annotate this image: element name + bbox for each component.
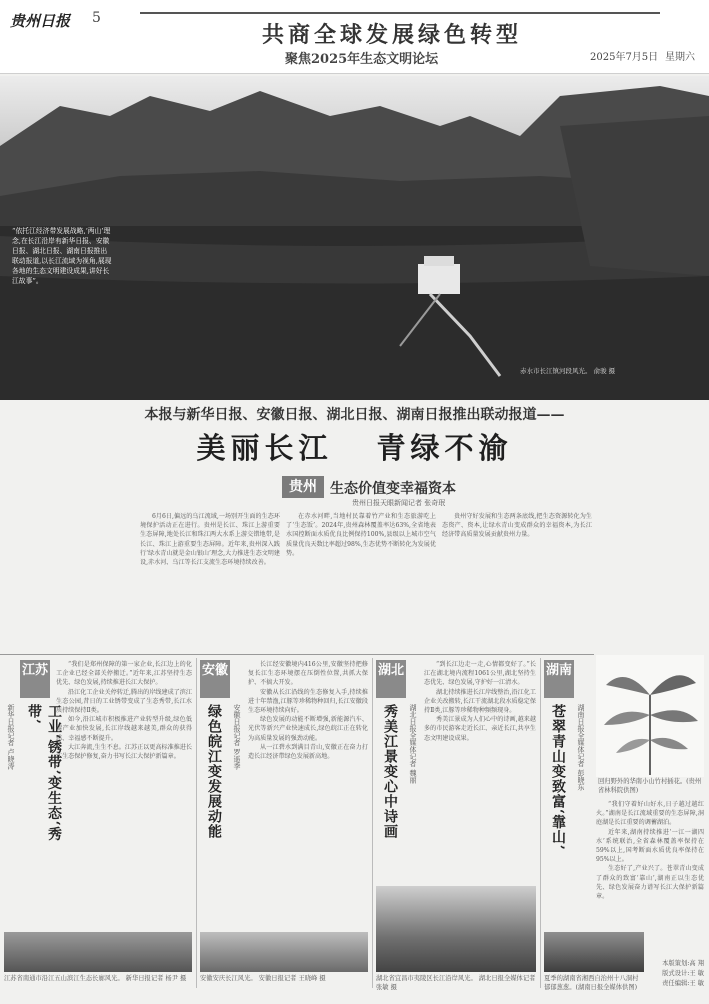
page-number: 5 xyxy=(92,10,101,26)
anhui-paragraph: 长江经安徽境内416公里,安徽坚持把修复长江生态环境摆在压倒性位置,共抓大保护、不搞大开发。 xyxy=(248,661,368,687)
issue-date: 2025年7月5日 xyxy=(590,52,659,63)
main-headline xyxy=(0,426,709,467)
anhui-body xyxy=(248,660,368,926)
hero-caption: 赤水市长江镇河段风光。 俞骏 摄 xyxy=(520,367,616,375)
jiangsu-author: 新华日报记者 卢晓涛 xyxy=(7,704,15,770)
jiangsu-body xyxy=(56,660,192,926)
anhui-photo-caption: 安徽安庆长江风光。 安徽日报记者 王晓峰 摄 xyxy=(200,975,326,982)
guizhou-paragraph: 贵州守好发展和生态两条底线,把生态资源转化为生态资产、资本,让绿水青山变成群众的幸福资本,为长江经济带高质量发展贡献贵州力量。 xyxy=(442,513,592,539)
anhui-paragraph: 绿色发展的动能不断增强,新能源汽车、光伏等新兴产业快速成长,绿色皖江正在转化为高质量发展的强劲动能。 xyxy=(248,716,368,742)
hunan-body xyxy=(596,800,704,926)
hubei-body xyxy=(424,660,536,880)
hubei-author: 湖北日报全媒体记者 魏丽 xyxy=(409,704,417,784)
guizhou-title: 生态价值变幸福资本 xyxy=(330,481,456,497)
issue-weekday: 星期六 xyxy=(665,52,695,63)
hero-photo xyxy=(0,76,709,400)
guizhou-column-2 xyxy=(286,512,436,650)
illustration-caption: 回归野外的华南小山竹村插花。(贵州省林科院供图) xyxy=(598,778,702,794)
jiangsu-tag: 江苏 xyxy=(20,660,50,698)
editor-credit: 版式设计:王 敏 xyxy=(662,970,704,977)
guizhou-author: 贵州日报天眼新闻记者 张奇珉 xyxy=(352,499,446,507)
hero-overlay-text: “依托江经济带发展战略,‘两山’理念,在长江沿岸有新华日报、安徽日报、湖北日报、湖南日报推出联动报道,以长江流域为视角,展现各地的生态文明建设成果,讲好长江故事”。 xyxy=(12,227,112,285)
hunan-paragraph: 近年来,湖南持续推进‘一江一湖四水’系统联治,全省森林覆盖率保持在59%以上,国考断面水质优良率保持在95%以上。 xyxy=(596,828,704,864)
editor-credit: 责任编辑:王 敏 xyxy=(662,980,704,987)
jiangsu-paragraph: 大江奔流,生生不息。江苏正以更高标准推进长江生态保护修复,奋力书写长江大保护新篇章。 xyxy=(56,743,192,761)
hunan-author: 湖南日报全媒体记者 彭晓东 xyxy=(577,704,585,791)
hubei-photo-caption: 湖北省宜昌市夷陵区长江沿岸风光。 湖北日报全媒体记者 张敏 摄 xyxy=(376,975,536,991)
column-divider xyxy=(196,658,197,988)
hunan-paragraph: 生态好了,产业兴了。苍翠青山变成了群众的致富‘靠山’,湖南正以生态优先、绿色发展奋力谱写长江大保护新篇章。 xyxy=(596,865,704,901)
guizhou-column-1 xyxy=(140,512,280,650)
column-divider xyxy=(372,658,373,988)
guizhou-paragraph: 在赤水河畔,当地村民靠着竹产业和生态旅游吃上了‘生态饭’。2024年,贵州森林覆盖率达63%,全省地表水国控断面水质优良比例保持100%,县级以上城市空气质量优良天数比率超过98%,生态优势不断转化为发展优势。 xyxy=(286,513,436,557)
hunan-paragraph: “我们守着好山好水,日子越过越红火。”湖南是长江流域重要的生态屏障,洞庭湖是长江重要的调蓄湖泊。 xyxy=(596,801,704,827)
anhui-paragraph: 从一江碧水到满目青山,安徽正在奋力打造长江经济带绿色发展新高地。 xyxy=(248,743,368,761)
jiangsu-paragraph: 如今,沿江城市积极推进产业转型升级,绿色低碳产业加快发展,长江岸线越来越美,群众的获得感、幸福感不断提升。 xyxy=(56,716,192,742)
jiangsu-photo-caption: 江苏省南通市沿江五山滨江生态长廊风光。 新华日报记者 杨尹 摄 xyxy=(4,975,187,982)
jiangsu-title: 工业‘锈带’变生态‘秀带’ xyxy=(26,704,62,842)
anhui-title: 绿色皖江变发展动能 xyxy=(206,704,222,839)
section-divider xyxy=(0,654,594,655)
guizhou-tag: 贵州 xyxy=(282,476,324,498)
header-rule xyxy=(140,12,660,14)
anhui-photo xyxy=(200,932,368,972)
hunan-title: 苍翠青山变致富‘靠山’ xyxy=(550,704,566,851)
hubei-paragraph: 秀美江景成为人们心中的诗画,越来越多的市民游客走近长江、亲近长江,共享生态文明建设成果。 xyxy=(424,716,536,742)
jiangsu-photo xyxy=(4,932,192,972)
headline-part-2: 青绿不渝 xyxy=(376,431,513,465)
hunan-tag: 湖南 xyxy=(544,660,574,698)
section-masthead: 共商全球发展绿色转型 xyxy=(262,22,523,48)
column-divider xyxy=(540,658,541,988)
hubei-title: 秀美江景变心中诗画 xyxy=(382,704,398,839)
plant-drawing xyxy=(596,655,704,777)
bamboo-illustration xyxy=(596,655,704,777)
newspaper-logo: 贵州日报 xyxy=(10,12,71,30)
hunan-photo-caption: 夏季的湖南省湘西自治州十八洞村郁郁葱葱。(湖南日报全媒体供图) xyxy=(544,975,639,991)
editor-credit: 本版策划:高 翔 xyxy=(662,960,704,967)
hubei-paragraph: 湖北持续推进长江岸线整治,沿江化工企业关改搬转,长江干流湖北段水质稳定保持Ⅱ类,江豚等珍稀物种频频现身。 xyxy=(424,688,536,715)
guizhou-paragraph: 6月6日,偏远的乌江流域,一场别开生面的生态环境保护活动正在进行。贵州是长江、珠江上游重要生态屏障,地处长江和珠江两大水系上游交错地带,是长江、珠江上游重要生态屏障。近年来,贵州深入践行‘绿水青山就是金山银山’理念,大力推进生态文明建设,赤水河、乌江等长江支流生态环境持续改善。 xyxy=(140,513,280,567)
guizhou-column-3 xyxy=(442,512,592,650)
hubei-paragraph: “到长江边走一走,心情都变好了。”长江在湖北境内流程1061公里,湖北坚持生态优先、绿色发展,守护好一江清水。 xyxy=(424,661,536,687)
hunan-photo xyxy=(544,932,644,972)
anhui-tag: 安徽 xyxy=(200,660,230,698)
hubei-tag: 湖北 xyxy=(376,660,406,698)
headline-part-1: 美丽长江 xyxy=(196,431,333,465)
jiangsu-paragraph: 沿江化工企业关停转迁,腾出的岸线建成了滨江生态公园,昔日的工业锈带变成了生态秀带,长江水质持续保持Ⅱ类。 xyxy=(56,688,192,715)
hubei-photo xyxy=(376,886,536,972)
lead-line: 本报与新华日报、安徽日报、湖北日报、湖南日报推出联动报道—— xyxy=(144,407,565,423)
anhui-author: 安徽日报记者 罗遥季 xyxy=(233,704,241,770)
page-header xyxy=(0,0,709,74)
forum-subtitle: 聚焦2025年生态文明论坛 xyxy=(285,52,439,67)
jiangsu-paragraph: “我们是郑州保障的第一家企业,长江边上的化工企业已经全部关停搬迁。”近年来,江苏坚持生态优先、绿色发展,持续推进长江大保护。 xyxy=(56,661,192,687)
anhui-paragraph: 安徽从长江沿线的生态修复入手,持续推进十年禁渔,江豚等珍稀物种回归,长江安徽段生态环境持续向好。 xyxy=(248,688,368,715)
